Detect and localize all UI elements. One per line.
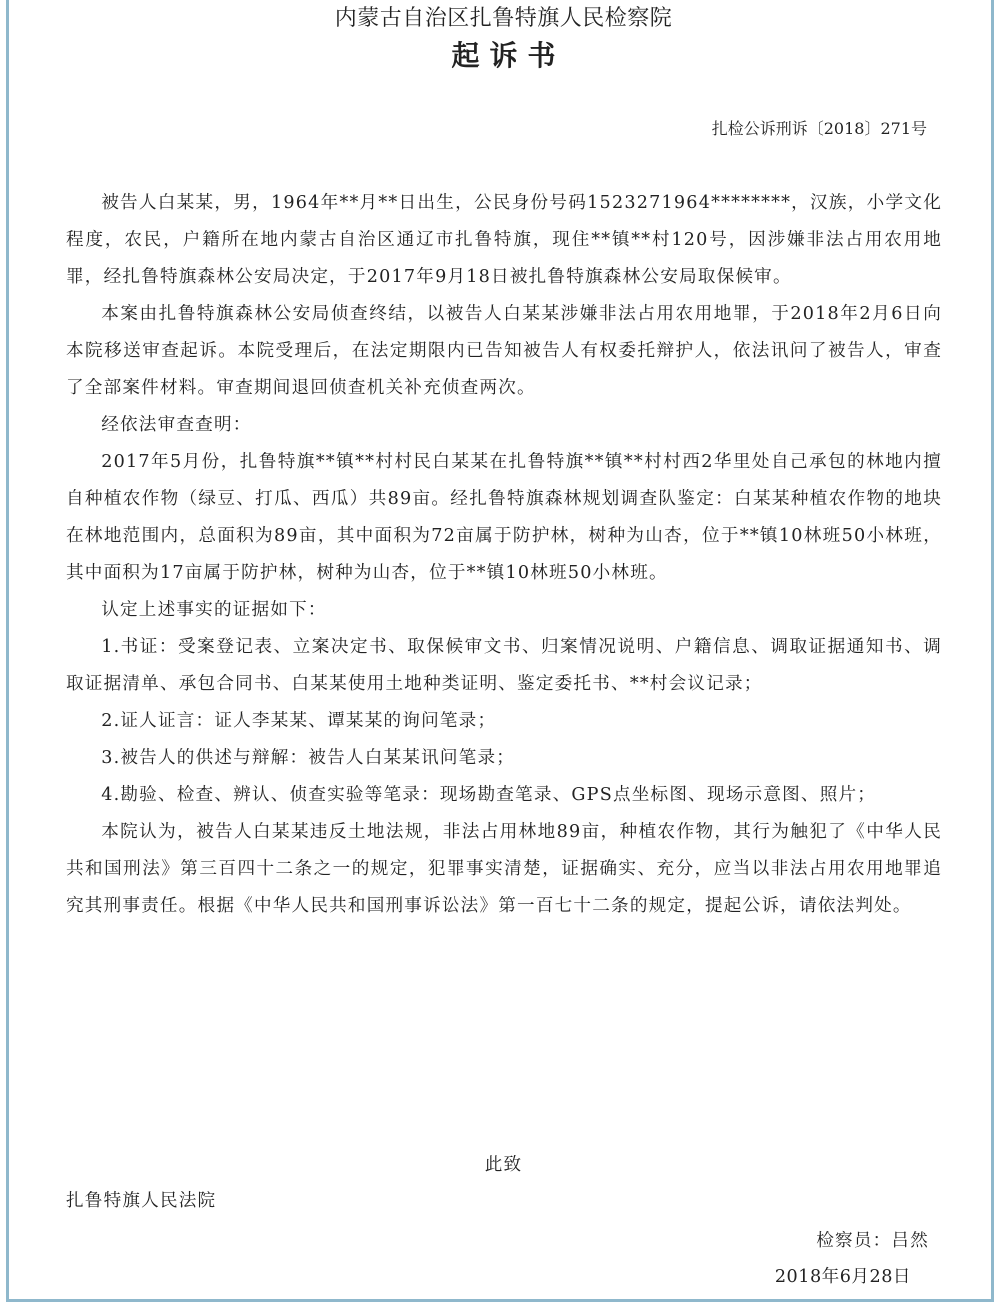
recipient-court: 扎鲁特旗人民法院 xyxy=(66,1191,217,1211)
document-body xyxy=(66,185,942,925)
prosecutor-signature: 检察员：吕然 xyxy=(816,1231,929,1251)
evidence-item-documentary: 1.书证：受案登记表、立案决定书、取保候审文书、归案情况说明、户籍信息、调取证据通知书、调取证据清单、承包合同书、白某某使用土地种类证明、鉴定委托书、**村会议记录； xyxy=(66,637,942,694)
paragraph-facts: 2017年5月份，扎鲁特旗**镇**村村民白某某在扎鲁特旗**镇**村村西2华里处自己承包的林地内擅自种植农作物（绿豆、打瓜、西瓜）共89亩。经扎鲁特旗森林规划调查队鉴定：白某某种植农作物的地块在林地范围内，总面积为89亩，其中面积为72亩属于防护林，树种为山杏，位于**镇10林班50小林班，其中面积为17亩属于防护林，树种为山杏，位于**镇10林班50小林班。 xyxy=(66,452,942,583)
document-title: 起诉书 xyxy=(451,39,566,72)
document-number: 扎检公诉刑诉〔2018〕271号 xyxy=(711,119,927,138)
paragraph-review-intro: 经依法审查查明： xyxy=(101,415,252,435)
paragraph-conclusion: 本院认为，被告人白某某违反土地法规，非法占用林地89亩，种植农作物，其行为触犯了《中华人民共和国刑法》第三百四十二条之一的规定，犯罪事实清楚，证据确实、充分，应当以非法占用农用地罪追究其刑事责任。根据《中华人民共和国刑事诉讼法》第一百七十二条的规定，提起公诉，请依法判处。 xyxy=(66,822,942,916)
evidence-item-defendant-statement: 3.被告人的供述与辩解：被告人白某某讯问笔录； xyxy=(101,748,516,768)
organization-name: 内蒙古自治区扎鲁特旗人民检察院 xyxy=(334,6,673,31)
document-date: 2018年6月28日 xyxy=(774,1267,911,1287)
paragraph-evidence-intro: 认定上述事实的证据如下： xyxy=(101,600,327,620)
paragraph-case-transfer: 本案由扎鲁特旗森林公安局侦查终结，以被告人白某某涉嫌非法占用农用地罪，于2018年2月6日向本院移送审查起诉。本院受理后，在法定期限内已告知被告人有权委托辩护人，依法讯问了被告人，审查了全部案件材料。审查期间退回侦查机关补充侦查两次。 xyxy=(66,304,942,398)
evidence-item-inspection-records: 4.勘验、检查、辨认、侦查实验等笔录：现场勘查笔录、GPS点坐标图、现场示意图、照片； xyxy=(101,785,877,805)
evidence-item-witness: 2.证人证言：证人李某某、谭某某的询问笔录； xyxy=(101,711,497,731)
closing-salutation: 此致 xyxy=(484,1155,523,1175)
paragraph-defendant-info: 被告人白某某，男，1964年**月**日出生，公民身份号码1523271964********，汉族，小学文化程度，农民，户籍所在地内蒙古自治区通辽市扎鲁特旗，现住**镇**村120号，因涉嫌非法占用农用地罪，经扎鲁特旗森林公安局决定，于2017年9月18日被扎鲁特旗森林公安局取保候审。 xyxy=(66,193,942,287)
